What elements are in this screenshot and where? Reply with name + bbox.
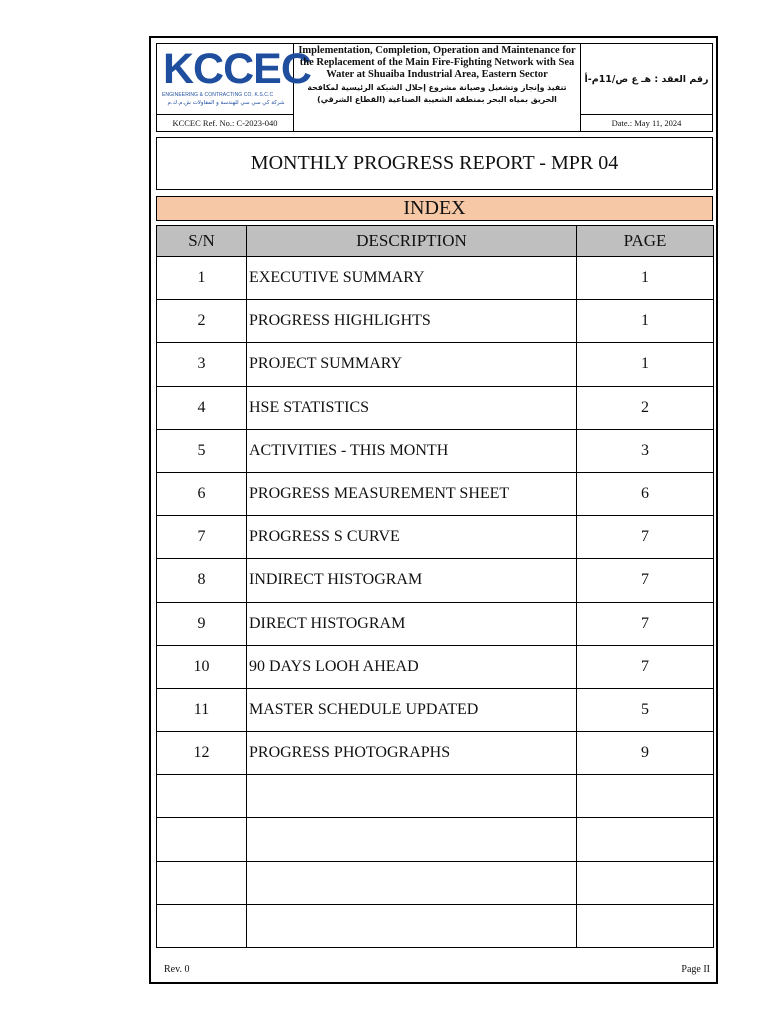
column-header-sn: S/N [157, 226, 247, 257]
row-sn: 2 [157, 300, 247, 343]
row-sn [157, 818, 247, 861]
contract-number-text: رقم العقد : هـ ع ص/11م-أ [584, 73, 709, 85]
row-page: 7 [577, 516, 714, 559]
row-sn: 12 [157, 732, 247, 775]
document-header [156, 43, 713, 132]
index-table-header [157, 226, 714, 257]
row-description [247, 775, 577, 818]
project-title-english: Implementation, Completion, Operation and Maintenance for the Replacement of the Main Fire-Fighting Network with Sea Water at Shuaiba Industrial Area, Eastern Sector [298, 45, 576, 81]
row-page [577, 818, 714, 861]
revision-label: Rev. 0 [164, 964, 190, 975]
row-sn: 10 [157, 645, 247, 688]
table-row [157, 775, 714, 818]
table-row [157, 602, 714, 645]
row-sn [157, 904, 247, 947]
row-description: PROGRESS MEASUREMENT SHEET [247, 472, 577, 515]
row-page: 7 [577, 602, 714, 645]
row-sn: 6 [157, 472, 247, 515]
table-row [157, 516, 714, 559]
table-row [157, 343, 714, 386]
index-table-body [157, 257, 714, 948]
row-description: 90 DAYS LOOH AHEAD [247, 645, 577, 688]
report-page [149, 36, 718, 984]
row-sn: 8 [157, 559, 247, 602]
row-page [577, 904, 714, 947]
index-heading: INDEX [156, 196, 713, 221]
row-page: 6 [577, 472, 714, 515]
table-row [157, 861, 714, 904]
row-sn: 11 [157, 688, 247, 731]
reference-number: KCCEC Ref. No.: C-2023-040 [157, 114, 294, 131]
table-row [157, 645, 714, 688]
company-logo [157, 44, 311, 114]
project-title-arabic-line1: تنفيذ وإنجاز وتشغيل وصيانة مشروع إحلال الشبكة الرئيسية لمكافحة [307, 82, 567, 92]
row-sn: 7 [157, 516, 247, 559]
logo-arabic-name: شركة كي سي سي للهندسة و المقاولات ش.م.ك.م [167, 100, 285, 106]
row-sn: 1 [157, 257, 247, 300]
logo-wordmark: KCCEC [163, 45, 311, 93]
row-sn [157, 775, 247, 818]
logo-subtitle: ENGINEERING & CONTRACTING CO. K.S.C.C [162, 92, 274, 98]
row-page: 7 [577, 559, 714, 602]
table-row [157, 472, 714, 515]
table-row [157, 818, 714, 861]
row-description: DIRECT HISTOGRAM [247, 602, 577, 645]
row-sn: 3 [157, 343, 247, 386]
index-table [156, 225, 714, 948]
row-description: MASTER SCHEDULE UPDATED [247, 688, 577, 731]
report-date: Date.: May 11, 2024 [581, 114, 712, 131]
table-row [157, 257, 714, 300]
row-page: 3 [577, 429, 714, 472]
row-description [247, 861, 577, 904]
row-description [247, 904, 577, 947]
page-number: Page II [681, 964, 710, 975]
table-row [157, 688, 714, 731]
row-description: INDIRECT HISTOGRAM [247, 559, 577, 602]
column-header-description: DESCRIPTION [247, 226, 577, 257]
row-page: 2 [577, 386, 714, 429]
row-page: 1 [577, 257, 714, 300]
contract-number [581, 44, 712, 114]
row-page [577, 775, 714, 818]
table-row [157, 904, 714, 947]
row-page: 5 [577, 688, 714, 731]
row-description: ACTIVITIES - THIS MONTH [247, 429, 577, 472]
row-description: PROGRESS HIGHLIGHTS [247, 300, 577, 343]
row-description: PROJECT SUMMARY [247, 343, 577, 386]
project-title [294, 44, 581, 131]
row-description: EXECUTIVE SUMMARY [247, 257, 577, 300]
row-sn: 4 [157, 386, 247, 429]
row-sn: 5 [157, 429, 247, 472]
row-page: 9 [577, 732, 714, 775]
row-sn: 9 [157, 602, 247, 645]
row-page: 1 [577, 343, 714, 386]
table-row [157, 300, 714, 343]
row-page: 7 [577, 645, 714, 688]
table-row [157, 732, 714, 775]
project-title-arabic-line2: الحريق بمياه البحر بمنطقة الشعيبة الصناعية (القطاع الشرقي) [317, 94, 557, 104]
row-description: PROGRESS S CURVE [247, 516, 577, 559]
column-header-page: PAGE [577, 226, 714, 257]
row-description [247, 818, 577, 861]
row-page: 1 [577, 300, 714, 343]
table-row [157, 559, 714, 602]
row-description: HSE STATISTICS [247, 386, 577, 429]
report-title: MONTHLY PROGRESS REPORT - MPR 04 [156, 137, 713, 190]
row-page [577, 861, 714, 904]
row-sn [157, 861, 247, 904]
row-description: PROGRESS PHOTOGRAPHS [247, 732, 577, 775]
table-row [157, 429, 714, 472]
table-row [157, 386, 714, 429]
